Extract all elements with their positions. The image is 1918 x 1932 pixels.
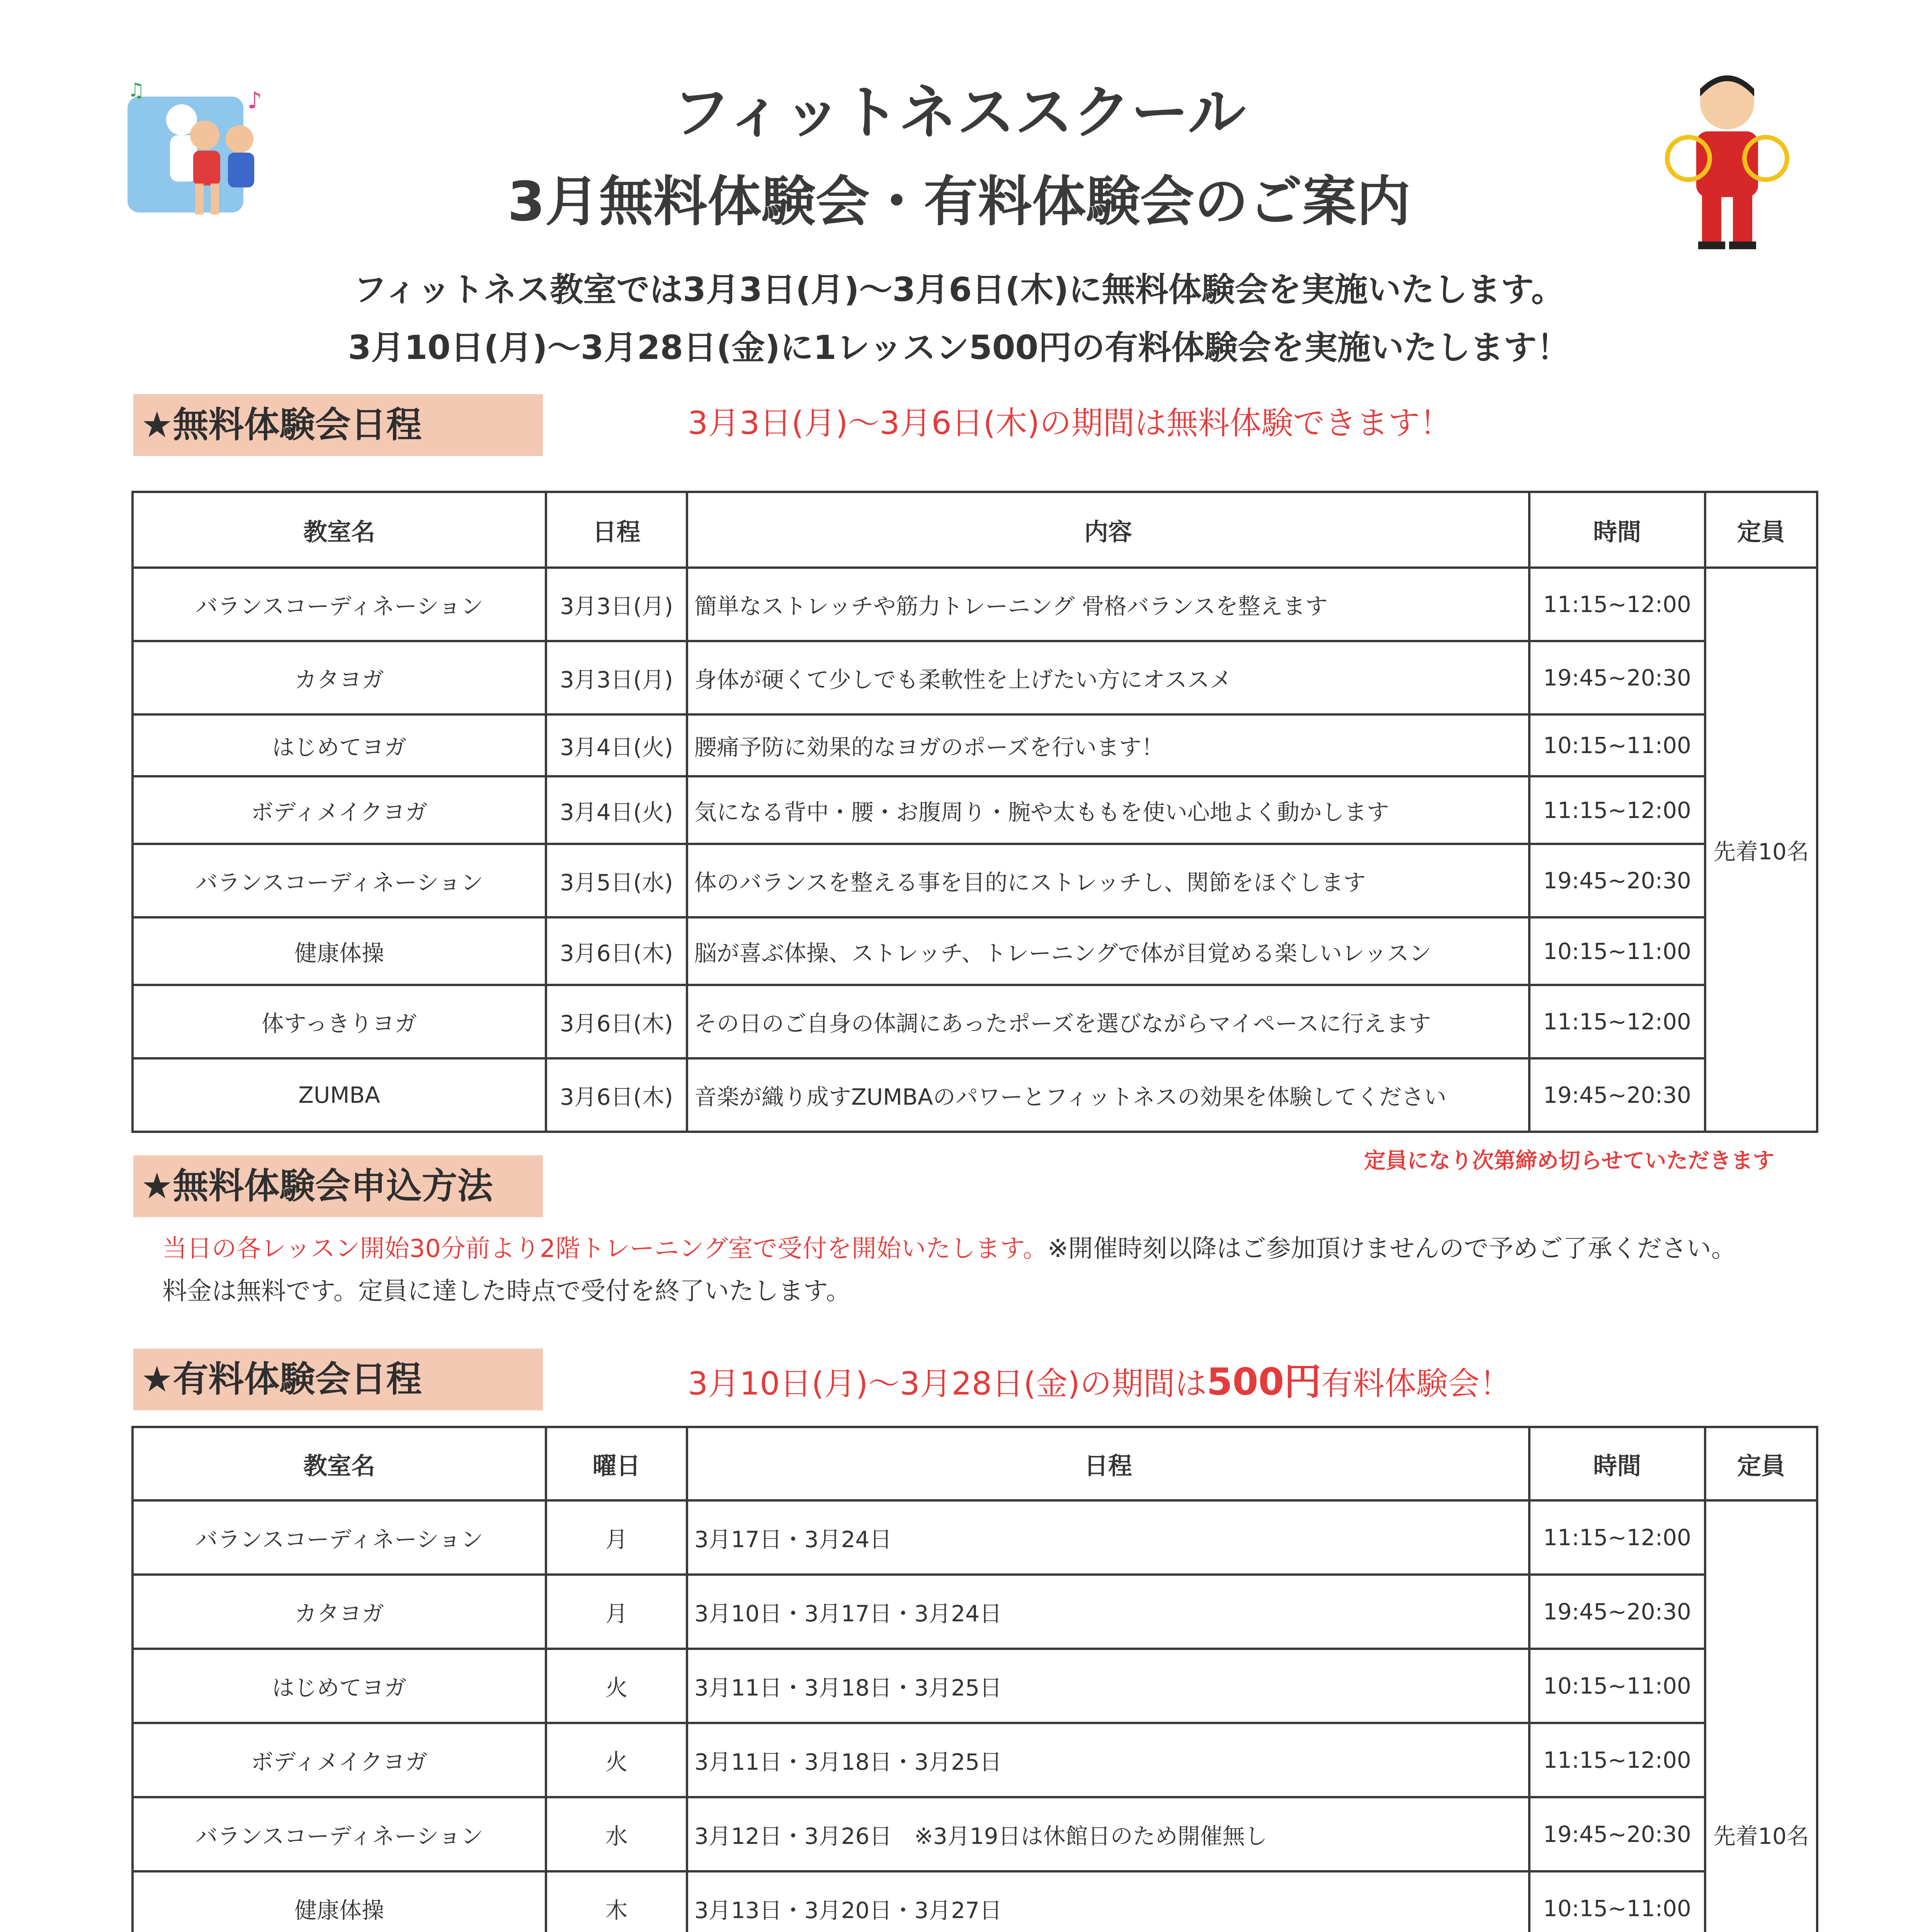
class-date: 3月5日(水) [546, 844, 687, 917]
col-header-time: 時間 [1529, 1427, 1705, 1500]
page-title: フィットネススクール [672, 79, 1246, 146]
class-content: 脳が喜ぶ体操、ストレッチ、トレーニングで体が目覚める楽しいレッスン [687, 917, 1529, 985]
table-row [133, 1797, 1817, 1871]
class-date: 3月3日(月) [546, 641, 687, 714]
class-day: 月 [546, 1575, 687, 1649]
col-header-capacity: 定員 [1705, 1427, 1817, 1500]
class-name: ボディメイクヨガ [133, 1723, 546, 1797]
class-day: 火 [546, 1723, 687, 1797]
paid-period-note [688, 1352, 1511, 1405]
class-time: 19:45~20:30 [1529, 641, 1705, 714]
table-row [133, 1058, 1817, 1132]
class-name: はじめてヨガ [133, 714, 546, 776]
paid-period-text: 3月10日(月)～3月28日(金)の期間は [688, 1366, 1207, 1402]
paid-schedule-heading: ★有料体験会日程 [133, 1349, 543, 1410]
class-name: カタヨガ [133, 1575, 546, 1649]
table-row [133, 568, 1817, 641]
class-day: 火 [546, 1649, 687, 1723]
page-subtitle: 3月無料体験会・有料体験会のご案内 [507, 170, 1411, 233]
class-dates: 3月11日・3月18日・3月25日 [687, 1649, 1529, 1723]
class-dates: 3月11日・3月18日・3月25日 [687, 1723, 1529, 1797]
class-name: ボディメイクヨガ [133, 776, 546, 844]
class-name: バランスコーディネーション [133, 844, 546, 917]
class-date: 3月6日(木) [546, 917, 687, 985]
class-date: 3月4日(火) [546, 776, 687, 844]
table-row [133, 917, 1817, 985]
table-row [133, 1649, 1817, 1723]
class-time: 10:15~11:00 [1529, 714, 1705, 776]
class-day: 木 [546, 1871, 687, 1932]
table-row [133, 776, 1817, 844]
paid-schedule-table [131, 1426, 1818, 1932]
class-time: 19:45~20:30 [1529, 1058, 1705, 1132]
table-row [133, 1723, 1817, 1797]
class-content: 音楽が織り成すZUMBAのパワーとフィットネスの効果を体験してください [687, 1058, 1529, 1132]
class-day: 月 [546, 1500, 687, 1575]
class-name: バランスコーディネーション [133, 1797, 546, 1871]
table-row [133, 1871, 1817, 1932]
table-row [133, 641, 1817, 714]
class-dates: 3月13日・3月20日・3月27日 [687, 1871, 1529, 1932]
free-apply-reception: 当日の各レッスン開始30分前より2階トレーニング室で受付を開始いたします。 [162, 1235, 1048, 1263]
class-time: 11:15~12:00 [1529, 776, 1705, 844]
class-content: 身体が硬くて少しでも柔軟性を上げたい方にオススメ [687, 641, 1529, 714]
class-time: 10:15~11:00 [1529, 1871, 1705, 1932]
class-name: 健康体操 [133, 1871, 546, 1932]
free-period-note: 3月3日(月)～3月6日(木)の期間は無料体験できます！ [688, 405, 1452, 442]
col-header-day: 曜日 [546, 1427, 687, 1500]
free-schedule-table [131, 491, 1818, 1133]
class-date: 3月4日(火) [546, 714, 687, 776]
class-content: 腰痛予防に効果的なヨガのポーズを行います！ [687, 714, 1529, 776]
col-header-time: 時間 [1529, 492, 1705, 568]
col-header-content: 内容 [687, 492, 1529, 568]
free-apply-line-2: 料金は無料です。定員に達した時点で受付を終了いたします。 [162, 1277, 851, 1306]
class-dates: 3月10日・3月17日・3月24日 [687, 1575, 1529, 1649]
class-dates: 3月12日・3月26日 ※3月19日は休館日のため開催無し [687, 1797, 1529, 1871]
intro-line-2: 3月10日(月)～3月28日(金)に1レッスン500円の有料体験会を実施いたします！ [348, 328, 1570, 367]
class-time: 11:15~12:00 [1529, 568, 1705, 641]
class-content: その日のご自身の体調にあったポーズを選びながらマイペースに行えます [687, 985, 1529, 1058]
class-content: 体のバランスを整える事を目的にストレッチし、関節をほぐします [687, 844, 1529, 917]
table-row [133, 1500, 1817, 1575]
class-name: ZUMBA [133, 1058, 546, 1132]
class-content: 簡単なストレッチや筋力トレーニング 骨格バランスを整えます [687, 568, 1529, 641]
paid-price: 500円 [1207, 1360, 1321, 1403]
table-row [133, 714, 1817, 776]
class-date: 3月3日(月) [546, 568, 687, 641]
svg-text:♪: ♪ [247, 87, 262, 114]
intro-line-1: フィットネス教室では3月3日(月)～3月6日(木)に無料体験会を実施いたします。 [354, 270, 1564, 309]
capacity-cell: 先着10名 [1705, 1500, 1817, 1932]
paid-period-suffix: 有料体験会！ [1321, 1366, 1512, 1402]
free-apply-caution: ※開催時刻以降はご参加頂けませんので予めご了承ください。 [1047, 1235, 1736, 1263]
class-time: 10:15~11:00 [1529, 1649, 1705, 1723]
class-dates: 3月17日・3月24日 [687, 1500, 1529, 1575]
table-row [133, 1575, 1817, 1649]
class-time: 19:45~20:30 [1529, 844, 1705, 917]
free-apply-heading: ★無料体験会申込方法 [133, 1155, 543, 1217]
free-apply-line-1 [162, 1229, 1736, 1264]
col-header-date: 日程 [546, 492, 687, 568]
svg-text:♫: ♫ [128, 79, 145, 101]
class-name: はじめてヨガ [133, 1649, 546, 1723]
class-day: 水 [546, 1797, 687, 1871]
capacity-full-note: 定員になり次第締め切らせていただきます [1364, 1148, 1775, 1173]
class-time: 11:15~12:00 [1529, 1500, 1705, 1575]
class-name: 体すっきりヨガ [133, 985, 546, 1058]
class-time: 11:15~12:00 [1529, 1723, 1705, 1797]
class-name: 健康体操 [133, 917, 546, 985]
free-schedule-heading: ★無料体験会日程 [133, 394, 543, 456]
col-header-class: 教室名 [133, 1427, 546, 1500]
class-time: 19:45~20:30 [1529, 1575, 1705, 1649]
class-name: バランスコーディネーション [133, 1500, 546, 1575]
class-date: 3月6日(木) [546, 1058, 687, 1132]
table-row [133, 844, 1817, 917]
class-date: 3月6日(木) [546, 985, 687, 1058]
class-name: カタヨガ [133, 641, 546, 714]
class-time: 11:15~12:00 [1529, 985, 1705, 1058]
class-name: バランスコーディネーション [133, 568, 546, 641]
class-content: 気になる背中・腰・お腹周り・腕や太ももを使い心地よく動かします [687, 776, 1529, 844]
table-row [133, 985, 1817, 1058]
col-header-dates: 日程 [687, 1427, 1529, 1500]
class-time: 19:45~20:30 [1529, 1797, 1705, 1871]
class-time: 10:15~11:00 [1529, 917, 1705, 985]
capacity-cell: 先着10名 [1705, 568, 1817, 1132]
col-header-class: 教室名 [133, 492, 546, 568]
col-header-capacity: 定員 [1705, 492, 1817, 568]
